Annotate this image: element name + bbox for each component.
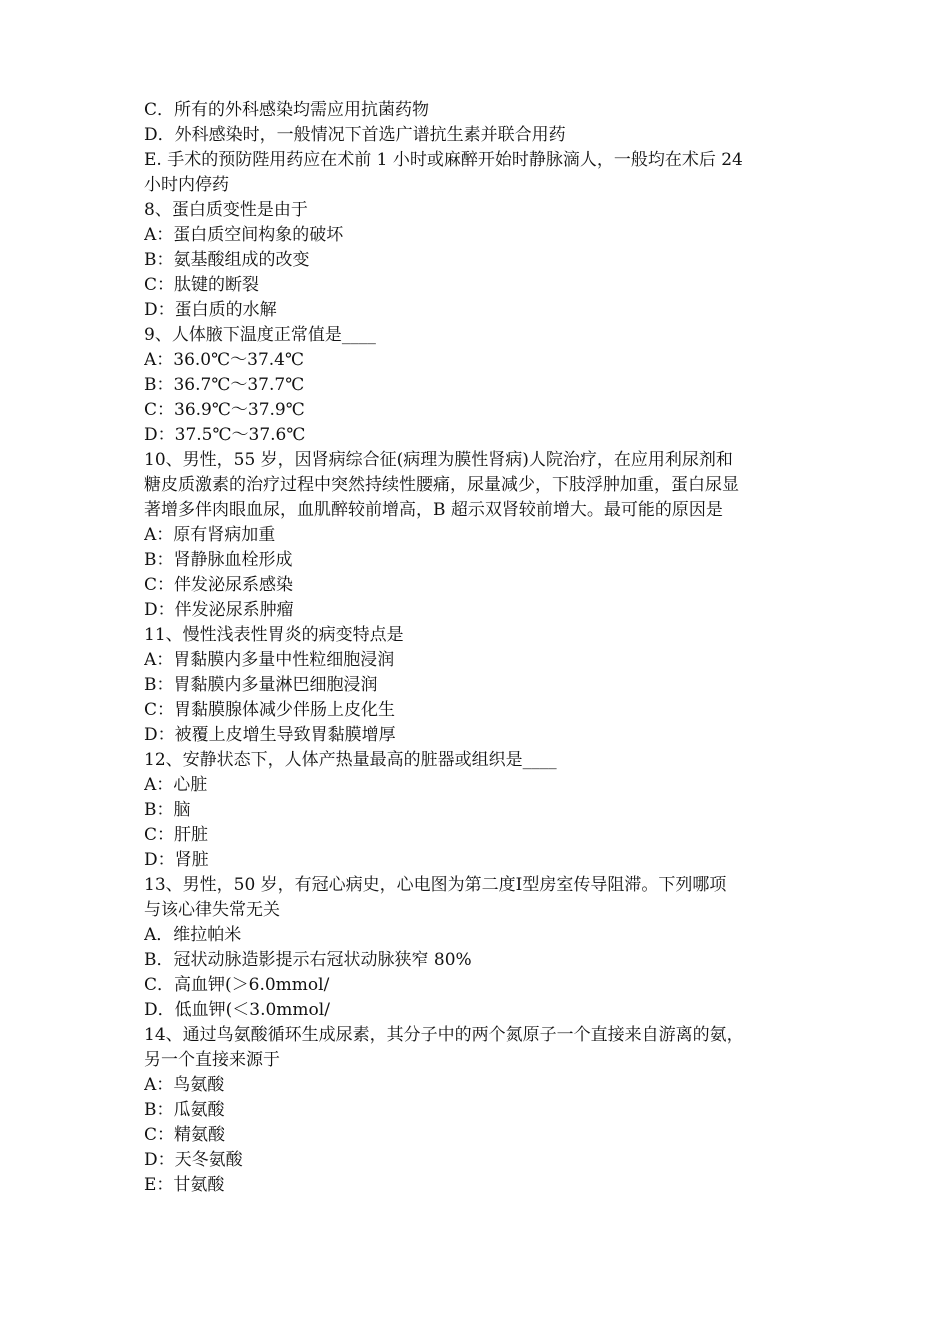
option-line: B．冠状动脉造影提示右冠状动脉狭窄 80% bbox=[144, 950, 472, 970]
option-line: D．低血钾(＜3.0mmol/ bbox=[144, 1000, 330, 1020]
option-line: B：肾静脉血栓形成 bbox=[144, 550, 293, 570]
option-line: A：鸟氨酸 bbox=[144, 1075, 225, 1095]
option-line: E：甘氨酸 bbox=[144, 1175, 225, 1195]
question-12: 12、安静状态下，人体产热量最高的脏器或组织是____ bbox=[144, 750, 557, 770]
option-line: C：胃黏膜腺体减少伴肠上皮化生 bbox=[144, 700, 396, 720]
option-line: A：36.0℃～37.4℃ bbox=[144, 350, 305, 370]
option-line: C：精氨酸 bbox=[144, 1125, 226, 1145]
option-line: C．所有的外科感染均需应用抗菌药物 bbox=[144, 100, 430, 120]
question-11: 11、慢性浅表性胃炎的病变特点是 bbox=[144, 625, 404, 645]
question-13: 13、男性，50 岁，有冠心病史，心电图为第二度Ⅰ型房室传导阻滞。下列哪项 bbox=[144, 875, 727, 895]
option-line: C．高血钾(＞6.0mmol/ bbox=[144, 975, 330, 995]
option-line: B：氨基酸组成的改变 bbox=[144, 250, 310, 270]
question-9: 9、人体腋下温度正常值是____ bbox=[144, 325, 376, 345]
option-line: D：37.5℃～37.6℃ bbox=[144, 425, 306, 445]
option-line: C：肝脏 bbox=[144, 825, 209, 845]
option-line: A：蛋白质空间构象的破坏 bbox=[144, 225, 344, 245]
text-line: 糖皮质激素的治疗过程中突然持续性腰痛，尿量减少，下肢浮肿加重，蛋白尿显 bbox=[144, 475, 739, 495]
option-line: D：伴发泌尿系肿瘤 bbox=[144, 600, 294, 620]
option-line: A：胃黏膜内多量中性粒细胞浸润 bbox=[144, 650, 395, 670]
option-line: D：肾脏 bbox=[144, 850, 209, 870]
text-line: 小时内停药 bbox=[144, 175, 229, 195]
option-line: C：肽键的断裂 bbox=[144, 275, 260, 295]
option-line: B：胃黏膜内多量淋巴细胞浸润 bbox=[144, 675, 378, 695]
option-line: A：原有肾病加重 bbox=[144, 525, 276, 545]
option-line: B：36.7℃～37.7℃ bbox=[144, 375, 305, 395]
option-line: A：心脏 bbox=[144, 775, 208, 795]
question-8: 8、蛋白质变性是由于 bbox=[144, 200, 308, 220]
option-line: A．维拉帕米 bbox=[144, 925, 242, 945]
text-line: 与该心律失常无关 bbox=[144, 900, 280, 920]
option-line: D：蛋白质的水解 bbox=[144, 300, 277, 320]
option-line: C：36.9℃～37.9℃ bbox=[144, 400, 305, 420]
option-line: C：伴发泌尿系感染 bbox=[144, 575, 294, 595]
text-line: 另一个直接来源于 bbox=[144, 1050, 280, 1070]
option-line: E. 手术的预防陛用药应在术前 1 小时或麻醉开始时静脉滴人，一般均在术后 24 bbox=[144, 150, 743, 170]
question-14: 14、通过鸟氨酸循环生成尿素，其分子中的两个氮原子一个直接来自游离的氨， bbox=[144, 1025, 744, 1045]
option-line: D．外科感染时，一般情况下首选广谱抗生素并联合用药 bbox=[144, 125, 566, 145]
option-line: B：脑 bbox=[144, 800, 191, 820]
option-line: D：被覆上皮增生导致胃黏膜增厚 bbox=[144, 725, 396, 745]
question-10: 10、男性，55 岁，因肾病综合征(病理为膜性肾病)人院治疗，在应用利尿剂和 bbox=[144, 450, 733, 470]
option-line: B：瓜氨酸 bbox=[144, 1100, 225, 1120]
option-line: D：天冬氨酸 bbox=[144, 1150, 243, 1170]
text-line: 著增多伴肉眼血尿，血肌醉较前增高，B 超示双肾较前增大。最可能的原因是 bbox=[144, 500, 723, 520]
document-page bbox=[144, 98, 814, 1198]
